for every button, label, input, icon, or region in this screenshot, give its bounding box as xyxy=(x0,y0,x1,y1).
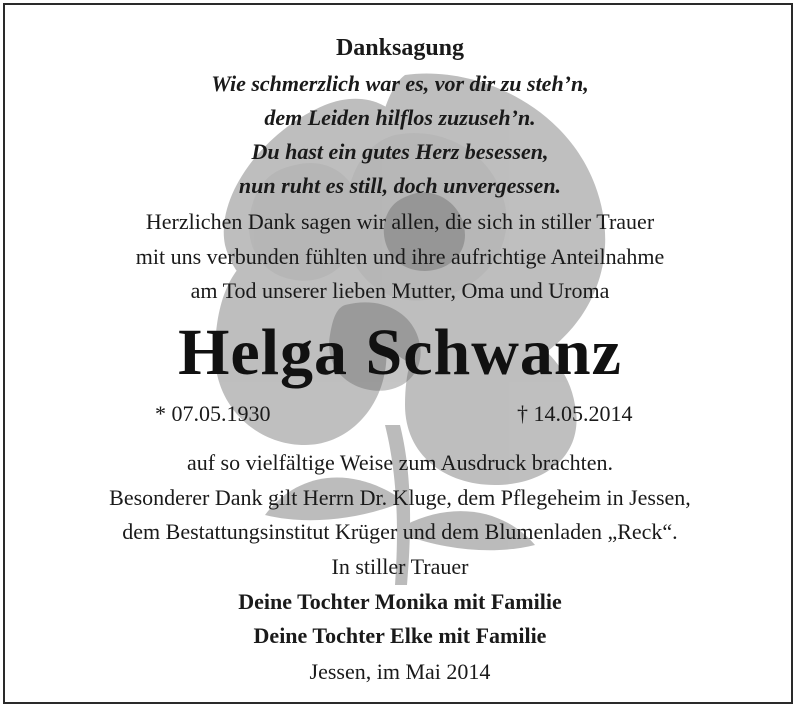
poem-line-1: Wie schmerzlich war es, vor dir zu steh’n, xyxy=(211,71,589,96)
poem-line-4: nun ruht es still, doch unvergessen. xyxy=(238,173,562,198)
obituary-content xyxy=(5,5,793,704)
death-date: † 14.05.2014 xyxy=(517,401,633,426)
thanks-intro-line-3: am Tod unserer lieben Mutter, Oma und Uroma xyxy=(190,278,610,303)
signatory-2: Deine Tochter Elke mit Familie xyxy=(253,623,547,648)
poem-line-3: Du hast ein gutes Herz besessen, xyxy=(251,139,549,164)
signatory-1: Deine Tochter Monika mit Familie xyxy=(238,589,562,614)
poem-line-2: dem Leiden hilflos zuzuseh’n. xyxy=(264,105,536,130)
mourning-phrase: In stiller Trauer xyxy=(331,554,469,579)
thanks-intro-line-2: mit uns verbunden fühlten und ihre aufrichtige Anteilnahme xyxy=(135,244,665,269)
thanks-outro-line-3: dem Bestattungsinstitut Krüger und dem Blumenladen „Reck“. xyxy=(122,519,678,544)
obituary-frame xyxy=(3,3,793,704)
thanks-outro-line-2: Besonderer Dank gilt Herrn Dr. Kluge, dem Pflegeheim in Jessen, xyxy=(109,485,691,510)
place-date: Jessen, im Mai 2014 xyxy=(309,659,491,684)
heading: Danksagung xyxy=(335,35,465,61)
thanks-outro-line-1: auf so vielfältige Weise zum Ausdruck brachten. xyxy=(186,450,614,475)
birth-date: * 07.05.1930 xyxy=(155,401,271,426)
thanks-intro-line-1: Herzlichen Dank sagen wir allen, die sich in stiller Trauer xyxy=(145,209,655,234)
deceased-name: Helga Schwanz xyxy=(178,316,622,389)
